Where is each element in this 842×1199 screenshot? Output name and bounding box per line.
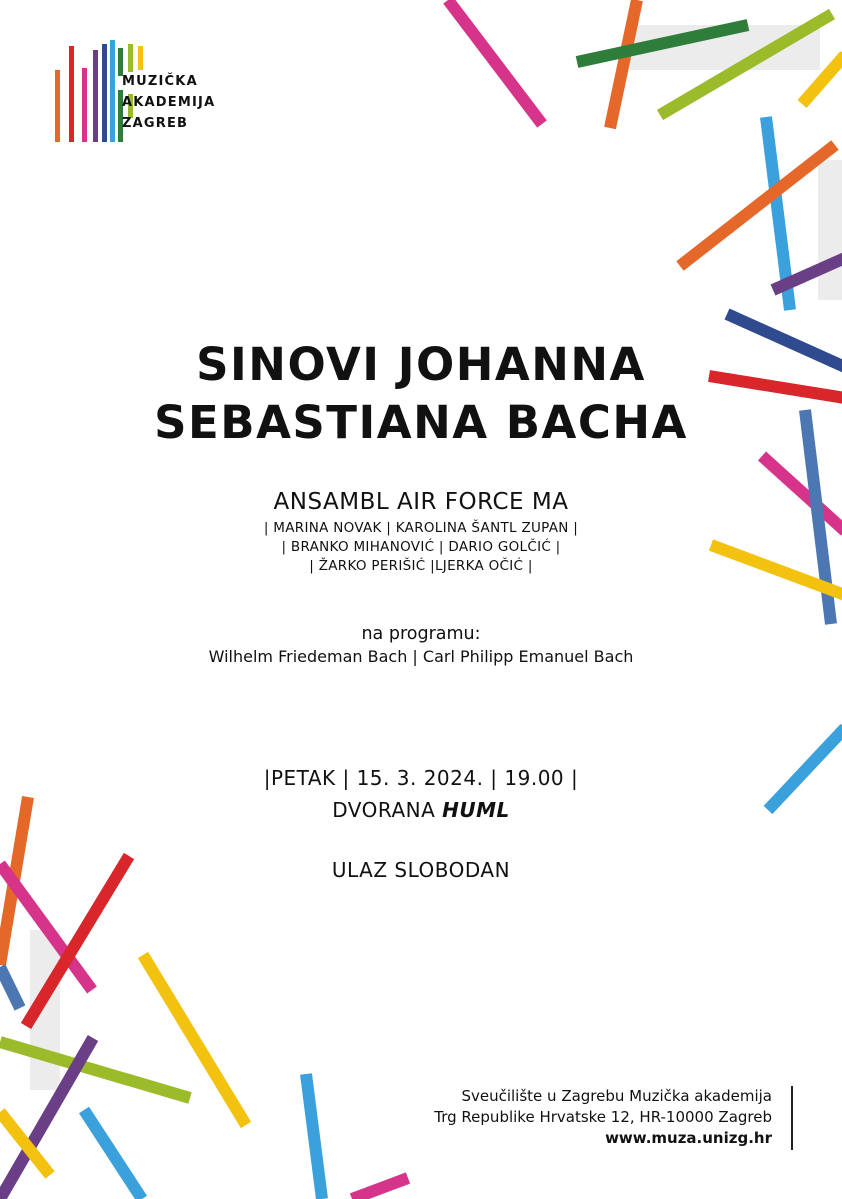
color-stripe-1 bbox=[448, 0, 542, 124]
program-composers: Wilhelm Friedeman Bach | Carl Philipp Emanuel Bach bbox=[208, 647, 634, 666]
ensemble-name: ANSAMBL AIR FORCE MA bbox=[273, 489, 569, 515]
grey-backdrop-2 bbox=[818, 160, 842, 300]
muzicka-akademija-logo bbox=[52, 38, 252, 148]
concert-title bbox=[0, 336, 842, 452]
logo-line-2: AKADEMIJA bbox=[122, 95, 216, 110]
event-entry: ULAZ SLOBODAN bbox=[331, 858, 511, 882]
hall-name: HUML bbox=[442, 798, 510, 822]
logo-wordmark bbox=[122, 71, 215, 134]
members-line-2: | BRANKO MIHANOVIĆ | DARIO GOLČIĆ | bbox=[281, 539, 561, 555]
footer-url: www.muza.unizg.hr bbox=[605, 1129, 772, 1147]
footer-divider bbox=[791, 1086, 793, 1150]
title-line-1: SINOVI JOHANNA bbox=[196, 338, 646, 391]
color-stripe-25 bbox=[352, 1178, 408, 1199]
footer-street: Trg Republike Hrvatske 12, HR-10000 Zagreb bbox=[434, 1108, 772, 1126]
program-label: na programu: bbox=[361, 624, 481, 644]
logo-line-3: ZAGREB bbox=[122, 116, 189, 131]
color-stripe-19 bbox=[0, 1042, 190, 1098]
color-stripe-20 bbox=[143, 955, 246, 1125]
ensemble-members bbox=[0, 519, 842, 576]
logo-line-1: MUZIČKA bbox=[122, 74, 198, 89]
event-hall bbox=[0, 796, 842, 824]
footer-address bbox=[434, 1086, 772, 1149]
event-datetime: |PETAK | 15. 3. 2024. | 19.00 | bbox=[263, 766, 579, 790]
title-line-2: SEBASTIANA BACHA bbox=[154, 396, 688, 449]
footer-institution: Sveučilište u Zagrebu Muzička akademija bbox=[461, 1087, 772, 1105]
members-line-1: | MARINA NOVAK | KAROLINA ŠANTL ZUPAN | bbox=[263, 520, 579, 536]
color-stripe-16 bbox=[0, 967, 20, 1008]
hall-prefix: DVORANA bbox=[332, 798, 443, 822]
members-line-3: | ŽARKO PERIŠIĆ |LJERKA OČIĆ | bbox=[309, 558, 533, 574]
color-stripe-7 bbox=[680, 145, 835, 266]
color-stripe-23 bbox=[84, 1110, 142, 1199]
color-stripe-24 bbox=[306, 1074, 322, 1199]
